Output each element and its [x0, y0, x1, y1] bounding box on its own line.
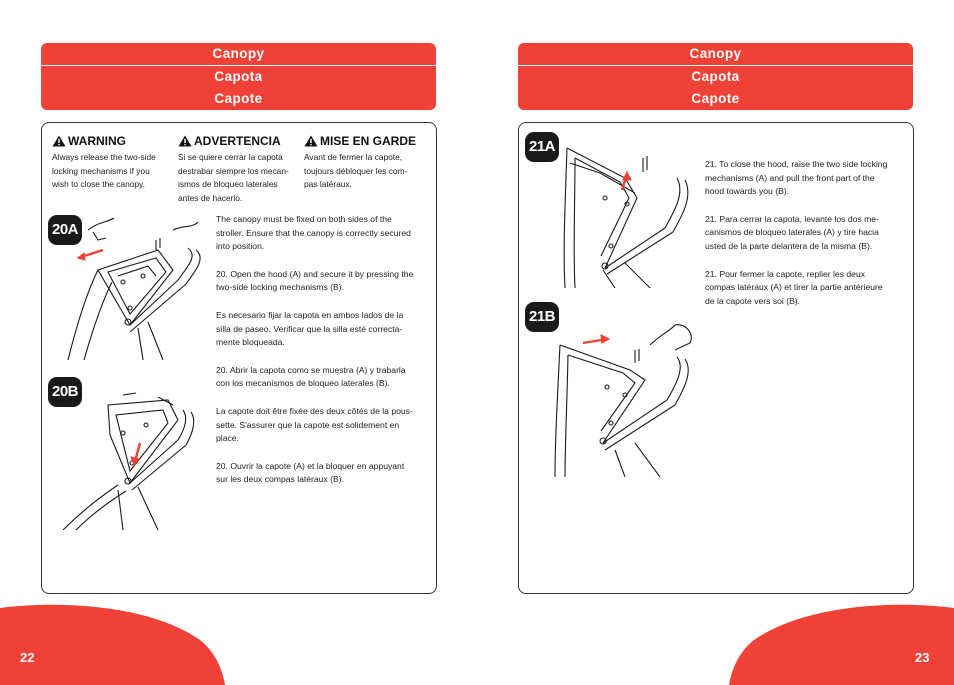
step-badge-20b: 20B — [48, 377, 82, 407]
warning-triangle-icon — [304, 135, 318, 147]
page-number: 22 — [20, 650, 35, 665]
paragraph: La capote doit être fixée des deux côtés de la pous- sette. S'assurer que la capote est solidement en place. — [216, 405, 413, 444]
step-badge-21a: 21A — [525, 132, 559, 162]
paragraph: Es necesario fijar la capota en ambos lados de la silla de paseo. Verificar que la silla esté correcta- mente bloqueada. — [216, 309, 404, 348]
header-capote: Capote — [41, 88, 436, 110]
header-capote: Capote — [518, 88, 913, 110]
warning-body: Avant de fermer la capote, toujours débloquer les com- pas latéraux. — [304, 152, 408, 190]
header-canopy: Canopy — [518, 43, 913, 65]
page-corner-band-right — [724, 600, 954, 685]
page-corner-band-left — [0, 600, 230, 685]
instructions-text-right — [705, 158, 905, 322]
paragraph: 20. Open the hood (A) and secure it by pressing the two-side locking mechanisms (B). — [216, 268, 414, 293]
warning-title: ADVERTENCIA — [194, 134, 281, 148]
header-canopy: Canopy — [41, 43, 436, 65]
warning-fr — [304, 134, 432, 192]
warning-body: Always release the two-side locking mechanisms if you wish to close the canopy. — [52, 152, 156, 190]
paragraph: 21. To close the hood, raise the two side locking mechanisms (A) and pull the front part of the hood towards you (B). — [705, 159, 888, 197]
step-badge-21b: 21B — [525, 302, 559, 332]
header-capota: Capota — [41, 66, 436, 88]
warning-body: Si se quiere cerrar la capota destrabar siempre los mecan- ismos de bloqueo laterales antes de hacerlo. — [178, 152, 289, 203]
paragraph: The canopy must be fixed on both sides of the stroller. Ensure that the canopy is correctly secured into position. — [216, 214, 411, 252]
warning-title: MISE EN GARDE — [320, 134, 417, 148]
warning-en — [52, 134, 177, 192]
header-capota: Capota — [518, 66, 913, 88]
paragraph: 21. Para cerrar la capota, levante los dos me- canismos de bloqueo laterales (A) y tire hacia usted de la parte delantera de la misma (B). — [705, 213, 879, 251]
warning-title: WARNING — [68, 134, 126, 148]
paragraph: 21. Pour fermer la capote, replier les deux compas latéraux (A) et tirer la partie antérieure de la capote vers soi (B). — [705, 268, 883, 306]
warning-triangle-icon — [52, 135, 66, 147]
paragraph: 20. Ouvrir la capote (A) et la bloquer en appuyant sur les deux compas latéraux (B). — [216, 460, 405, 485]
warning-triangle-icon — [178, 135, 192, 147]
page-number: 23 — [915, 650, 930, 665]
warning-es — [178, 134, 303, 205]
step-badge-20a: 20A — [48, 215, 82, 245]
instructions-text-left — [216, 213, 432, 501]
paragraph: 20. Abrir la capota como se muestra (A) y trabarla con los mecanismos de bloqueo laterales (B). — [216, 364, 406, 389]
